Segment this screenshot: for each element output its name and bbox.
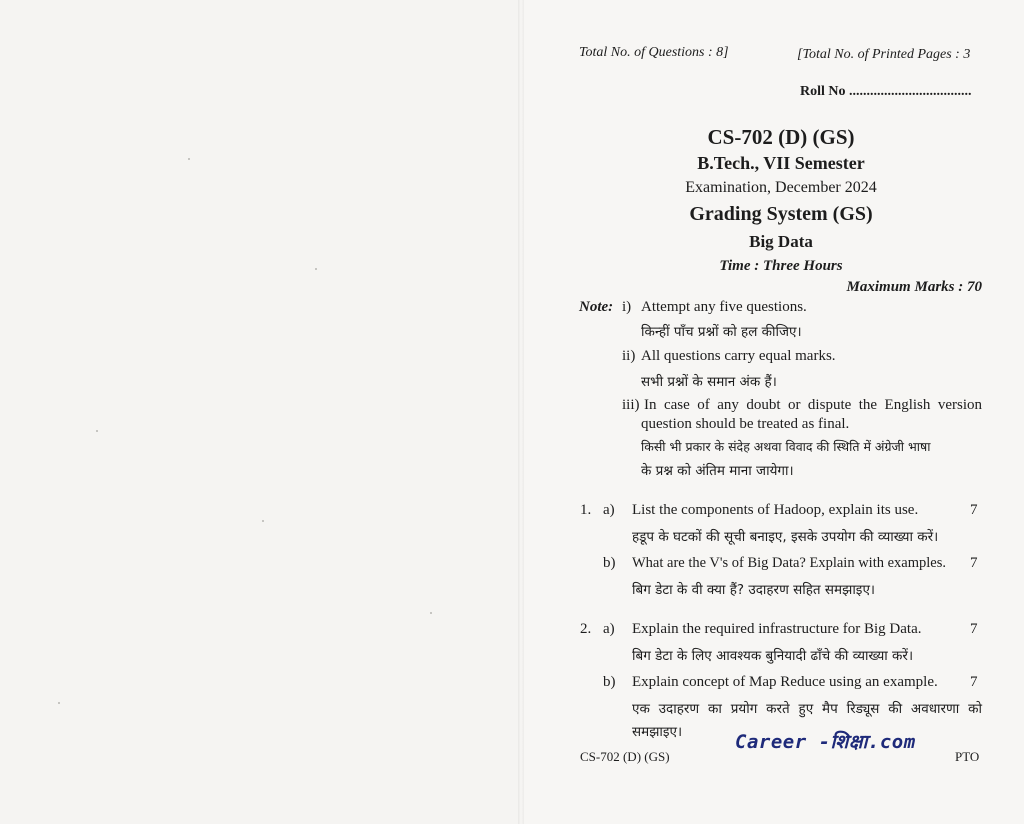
question-marks: 7	[970, 621, 978, 637]
question-text-hindi: बिग डेटा के लिए आवश्यक बुनियादी ढाँचे की व्याख्या करें।	[632, 648, 914, 664]
footer-paper-code: CS-702 (D) (GS)	[580, 749, 670, 764]
paper-code: CS-702 (D) (GS)	[707, 125, 855, 149]
note-number: ii)	[622, 348, 636, 364]
maximum-marks: Maximum Marks : 70	[846, 279, 982, 295]
time-allowed: Time : Three Hours	[719, 258, 843, 274]
pto-label: PTO	[955, 749, 980, 764]
question-marks: 7	[970, 502, 978, 518]
question-text-hindi: हडूप के घटकों की सूची बनाइए, इसके उपयोग की व्याख्या करें।	[632, 529, 939, 545]
note-english: All questions carry equal marks.	[641, 348, 836, 364]
note-english: Attempt any five questions.	[641, 299, 807, 315]
examination-title: Examination, December 2024	[685, 179, 877, 196]
total-printed-pages: [Total No. of Printed Pages : 3	[797, 47, 971, 62]
note-hindi: सभी प्रश्नों के समान अंक हैं।	[641, 374, 777, 390]
note-english: In case of any doubt or dispute the English version	[644, 397, 982, 413]
question-text-hindi: समझाइए।	[632, 724, 683, 740]
part-label: a)	[603, 621, 615, 637]
question-number: 2.	[580, 621, 592, 637]
question-text-hindi: बिग डेटा के वी क्या हैं? उदाहरण सहित समझाइए।	[632, 582, 876, 598]
paper-speck	[262, 520, 264, 522]
career-shiksha-watermark: Career -शिक्षा.com	[735, 731, 916, 753]
question-text: Explain concept of Map Reduce using an example.	[632, 674, 938, 690]
paper-speck	[430, 612, 432, 614]
note-number: iii)	[622, 397, 640, 413]
question-number: 1.	[580, 502, 592, 518]
paper-speck	[96, 430, 98, 432]
roll-number-field: Roll No ...................................	[800, 84, 972, 99]
question-text: Explain the required infrastructure for Big Data.	[632, 621, 922, 637]
note-hindi: किसी भी प्रकार के संदेह अथवा विवाद की स्थिति में अंग्रेजी भाषा	[641, 439, 931, 454]
note-label: Note:	[579, 299, 614, 315]
note-english: question should be treated as final.	[641, 416, 850, 432]
question-marks: 7	[970, 674, 978, 690]
part-label: a)	[603, 502, 615, 518]
grading-system-title: Grading System (GS)	[689, 203, 873, 225]
paper-speck	[58, 702, 60, 704]
question-text: What are the V's of Big Data? Explain with examples.	[632, 555, 947, 571]
paper-speck	[315, 268, 317, 270]
subject-title: Big Data	[749, 232, 813, 251]
note-number: i)	[622, 299, 632, 315]
question-marks: 7	[970, 555, 978, 571]
note-hindi: किन्हीं पाँच प्रश्नों को हल कीजिए।	[641, 324, 802, 340]
question-text-hindi: एक उदाहरण का प्रयोग करते हुए मैप रिड्यूस की अवधारणा को	[632, 701, 982, 717]
course-title: B.Tech., VII Semester	[697, 153, 865, 173]
part-label: b)	[603, 555, 616, 571]
question-text: List the components of Hadoop, explain its use.	[632, 502, 919, 518]
total-questions: Total No. of Questions : 8]	[579, 45, 729, 60]
note-hindi: के प्रश्न को अंतिम माना जायेगा।	[641, 463, 794, 479]
part-label: b)	[603, 674, 616, 690]
paper-speck	[188, 158, 190, 160]
